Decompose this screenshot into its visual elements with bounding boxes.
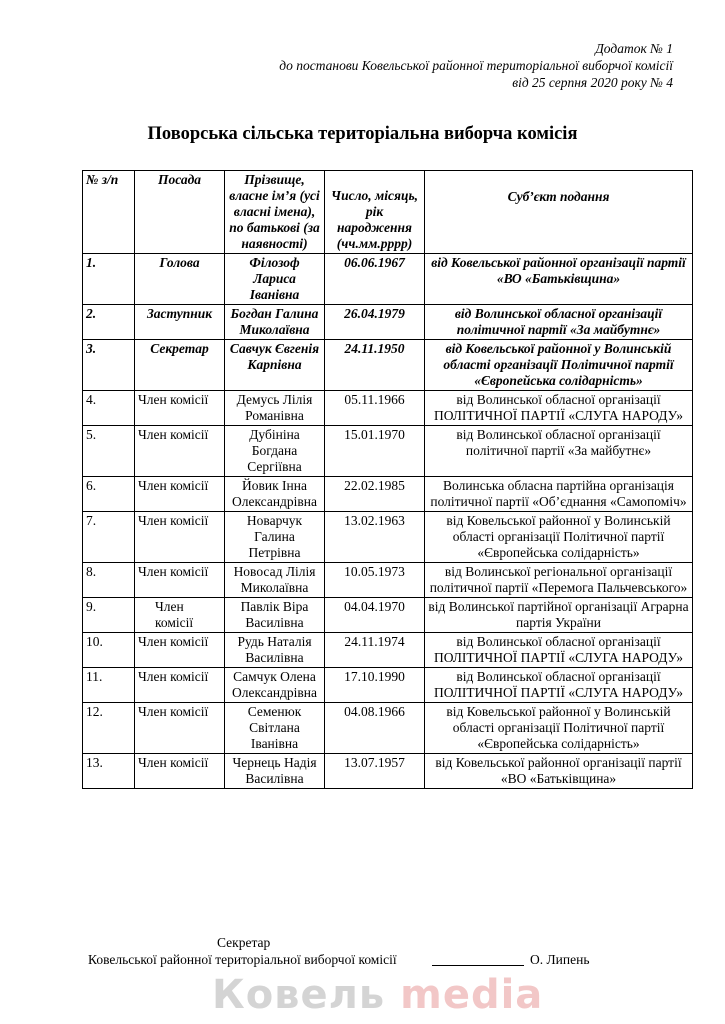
row-number: 12. [83,703,135,754]
table-row [83,598,693,633]
row-number: 9. [83,598,135,633]
row-position: Член комісії [135,754,225,789]
row-full-name: Самчук Олена Олександрівна [225,668,325,703]
row-date-of-birth: 17.10.1990 [325,668,425,703]
table-row [83,305,693,340]
row-full-name: Рудь Наталія Василівна [225,633,325,668]
row-position: Секретар [135,340,225,391]
commission-table [82,170,693,789]
row-number: 3. [83,340,135,391]
row-position: Член комісії [135,477,225,512]
appendix-number: Додаток № 1 [595,41,673,56]
row-nominating-subject: від Волинської регіональної організації політичної партії «Перемога Пальчевського» [425,563,693,598]
header-number: № з/п [83,171,135,254]
row-nominating-subject: від Волинської обласної організації ПОЛІТИЧНОЇ ПАРТІЇ «СЛУГА НАРОДУ» [425,633,693,668]
row-date-of-birth: 26.04.1979 [325,305,425,340]
row-date-of-birth: 22.02.1985 [325,477,425,512]
row-date-of-birth: 04.08.1966 [325,703,425,754]
row-date-of-birth: 13.02.1963 [325,512,425,563]
header-date-of-birth: Число, місяць, рік народження (чч.мм.рррр) [325,171,425,254]
row-number: 7. [83,512,135,563]
row-position: Член комісії [135,668,225,703]
table-row [83,633,693,668]
watermark-part-1: Ковель [212,972,401,1018]
row-date-of-birth: 13.07.1957 [325,754,425,789]
row-date-of-birth: 24.11.1950 [325,340,425,391]
row-nominating-subject: від Ковельської районної у Волинській області організації Політичної партії «Європейська солідарність» [425,340,693,391]
table-row [83,426,693,477]
signature-organization: Ковельської районної територіальної виборчої комісії [88,952,397,967]
row-full-name: Йовик Інна Олександрівна [225,477,325,512]
document-title: Поворська сільська територіальна виборча комісія [147,124,578,144]
appendix-date: від 25 серпня 2020 року № 4 [512,75,673,90]
row-date-of-birth: 06.06.1967 [325,254,425,305]
table-row [83,563,693,598]
row-nominating-subject: від Ковельської районної у Волинській області організації Політичної партії «Європейська солідарність» [425,512,693,563]
row-number: 5. [83,426,135,477]
row-full-name: Савчук Євгенія Карпівна [225,340,325,391]
row-full-name: Семенюк Світлана Іванівна [225,703,325,754]
table-row [83,512,693,563]
table-row [83,477,693,512]
row-date-of-birth: 24.11.1974 [325,633,425,668]
row-number: 10. [83,633,135,668]
watermark-logo [212,972,543,1018]
row-number: 11. [83,668,135,703]
row-number: 4. [83,391,135,426]
table-row [83,391,693,426]
row-number: 8. [83,563,135,598]
table-row [83,668,693,703]
table-body [83,254,693,789]
row-full-name: Новарчук Галина Петрівна [225,512,325,563]
watermark-part-2: media [400,972,544,1018]
row-number: 1. [83,254,135,305]
row-position: Голова [135,254,225,305]
row-position: Член комісії [135,563,225,598]
appendix-note [279,40,673,91]
row-nominating-subject: від Ковельської районної організації партії «ВО «Батьківщина» [425,754,693,789]
row-position: Член комісії [135,426,225,477]
row-nominating-subject: Волинська обласна партійна організація політичної партії «Об’єднання «Самопоміч» [425,477,693,512]
row-position: Член комісії [135,598,225,633]
header-position: Посада [135,171,225,254]
row-date-of-birth: 15.01.1970 [325,426,425,477]
row-full-name: Новосад Лілія Миколаївна [225,563,325,598]
row-full-name: Павлік Віра Василівна [225,598,325,633]
table-row [83,703,693,754]
signature-line [432,965,524,966]
row-position: Член комісії [135,391,225,426]
row-number: 2. [83,305,135,340]
row-position: Член комісії [135,633,225,668]
table-row [83,340,693,391]
table-row [83,754,693,789]
row-number: 6. [83,477,135,512]
table-row [83,254,693,305]
table-header-row [83,171,693,254]
row-full-name: Дубініна Богдана Сергіївна [225,426,325,477]
header-full-name: Прізвище, власне ім’я (усі власні імена), по батькові (за наявності) [225,171,325,254]
row-nominating-subject: від Волинської обласної організації ПОЛІТИЧНОЇ ПАРТІЇ «СЛУГА НАРОДУ» [425,668,693,703]
signature-name: О. Липень [530,952,590,967]
row-number: 13. [83,754,135,789]
row-position: Член комісії [135,703,225,754]
row-nominating-subject: від Волинської обласної організації політичної партії «За майбутнє» [425,426,693,477]
header-nominating-subject: Суб’єкт подання [425,171,693,254]
row-full-name: Філозоф Лариса Іванівна [225,254,325,305]
row-nominating-subject: від Волинської партійної організації Аграрна партія України [425,598,693,633]
signature-title: Секретар [217,935,271,950]
row-date-of-birth: 05.11.1966 [325,391,425,426]
row-date-of-birth: 10.05.1973 [325,563,425,598]
row-position: Заступник [135,305,225,340]
row-full-name: Демусь Лілія Романівна [225,391,325,426]
appendix-resolution: до постанови Ковельської районної територіальної виборчої комісії [279,58,673,73]
row-nominating-subject: від Ковельської районної у Волинській області організації Політичної партії «Європейська солідарність» [425,703,693,754]
row-nominating-subject: від Волинської обласної організації політичної партії «За майбутнє» [425,305,693,340]
row-position: Член комісії [135,512,225,563]
row-full-name: Чернець Надія Василівна [225,754,325,789]
row-nominating-subject: від Волинської обласної організації ПОЛІТИЧНОЇ ПАРТІЇ «СЛУГА НАРОДУ» [425,391,693,426]
row-full-name: Богдан Галина Миколаївна [225,305,325,340]
row-date-of-birth: 04.04.1970 [325,598,425,633]
row-nominating-subject: від Ковельської районної організації партії «ВО «Батьківщина» [425,254,693,305]
